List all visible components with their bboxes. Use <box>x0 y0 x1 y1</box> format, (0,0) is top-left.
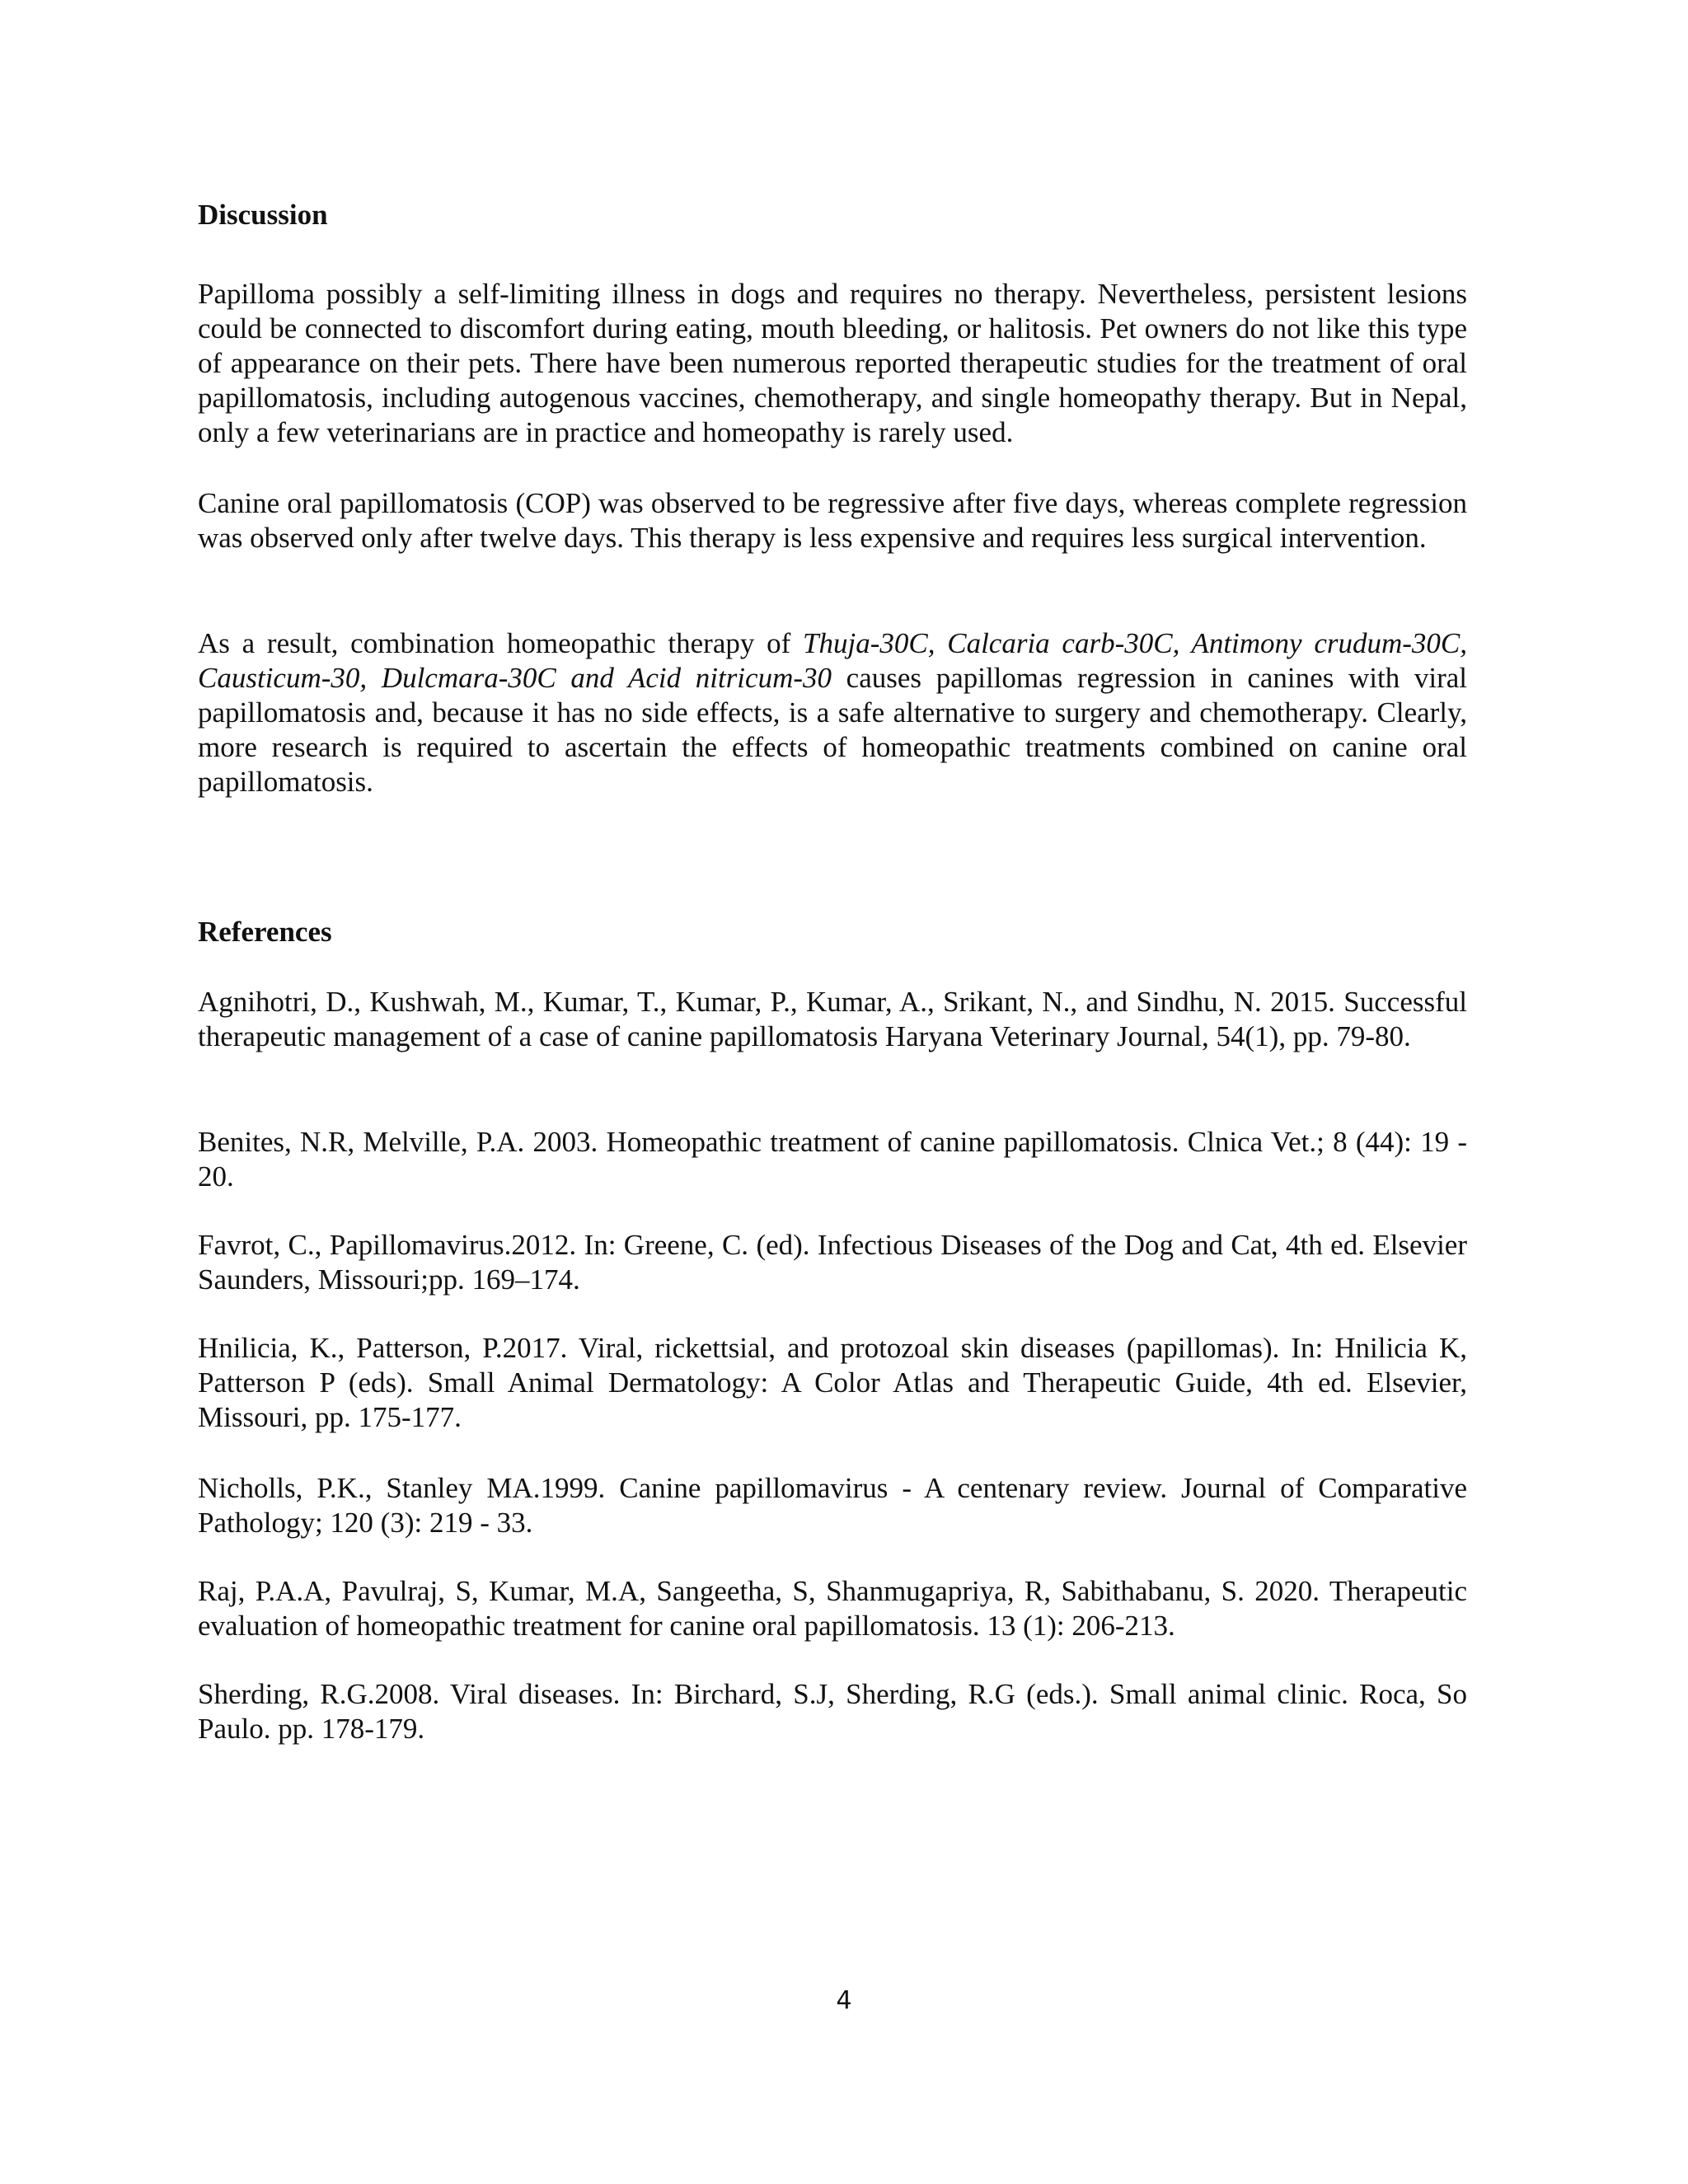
discussion-paragraph-3-intro: As a result, combination homeopathic therapy of <box>198 627 804 659</box>
reference-item: Favrot, C., Papillomavirus.2012. In: Greene, C. (ed). Infectious Diseases of the Dog and Cat, 4th ed. Elsevier Saunders, Missouri;pp. 169–174. <box>198 1229 1467 1296</box>
reference-item: Raj, P.A.A, Pavulraj, S, Kumar, M.A, Sangeetha, S, Shanmugapriya, R, Sabithabanu, S. 2020. Therapeutic evaluation of homeopathic treatment for canine oral papillomatosis. 13 (1): 206-213. <box>198 1575 1467 1642</box>
discussion-paragraph-3-conclusion: causes papillomas regression in canines with viral papillomatosis and, because it has no side effects, is a safe alternative to surgery and chemotherapy. Clearly, more research is required to ascertain the effects of homeopathic treatments combined on canine oral papillomatosis. <box>198 662 1468 798</box>
reference-item: Sherding, R.G.2008. Viral diseases. In: Birchard, S.J, Sherding, R.G (eds.). Small animal clinic. Roca, So Paulo. pp. 178-179. <box>198 1678 1467 1745</box>
reference-item: Benites, N.R, Melville, P.A. 2003. Homeopathic treatment of canine papillomatosis. Clnica Vet.; 8 (44): 19 - 20. <box>198 1126 1467 1193</box>
discussion-paragraph-3 <box>198 626 1467 799</box>
page-number: 4 <box>836 1986 852 2015</box>
reference-item: Agnihotri, D., Kushwah, M., Kumar, T., Kumar, P., Kumar, A., Srikant, N., and Sindhu, N. 2015. Successful therapeutic management of a case of canine papillomatosis Haryana Veterinary Journal, 54(1), pp. 79-80. <box>198 986 1467 1052</box>
remedy-list: Thuja-30C, Calcaria carb-30C, Antimony crudum-30C, Causticum-30, Dulcmara-30C and Acid nitricum-30 <box>198 627 1467 694</box>
references-heading: References <box>198 916 332 948</box>
discussion-heading: Discussion <box>198 199 328 231</box>
discussion-paragraph-1: Papilloma possibly a self-limiting illness in dogs and requires no therapy. Nevertheless, persistent lesions could be connected to discomfort during eating, mouth bleeding, or halitosis. Pet owners do not like this type of appearance on their pets. There have been numerous reported therapeutic studies for the treatment of oral papillomatosis, including autogenous vaccines, chemotherapy, and single homeopathy therapy. But in Nepal, only a few veterinarians are in practice and homeopathy is rarely used. <box>198 278 1467 448</box>
discussion-paragraph-2: Canine oral papillomatosis (COP) was observed to be regressive after five days, whereas complete regression was observed only after twelve days. This therapy is less expensive and requires less surgical intervention. <box>198 487 1467 554</box>
reference-item: Hnilicia, K., Patterson, P.2017. Viral, rickettsial, and protozoal skin diseases (papillomas). In: Hnilicia K, Patterson P (eds). Small Animal Dermatology: A Color Atlas and Therapeutic Guide, 4th ed. Elsevier, Missouri, pp. 175-177. <box>198 1332 1467 1433</box>
reference-item: Nicholls, P.K., Stanley MA.1999. Canine papillomavirus - A centenary review. Journal of Comparative Pathology; 120 (3): 219 - 33. <box>198 1472 1467 1539</box>
